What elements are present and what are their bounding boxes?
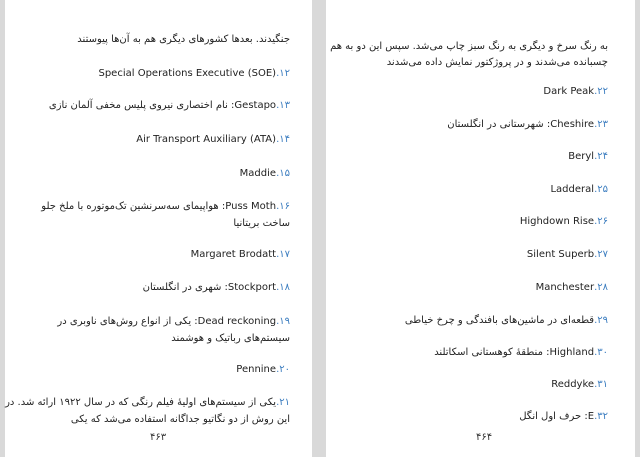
footnote-number: ۱۳. [276,100,290,111]
footnote-number: ۲۶. [594,216,608,227]
footnote-number: ۲۲. [594,86,608,97]
footnote-line: جنگیدند. بعدها کشورهای دیگری هم به آن‌ها پیوستند [77,34,290,45]
footnote-number: ۱۹. [276,316,290,327]
footnote-number: ۲۷. [594,249,608,260]
footnote-line: سیستم‌های رباتیک و هوشمند [171,333,290,344]
footnote-line: این روش از دو نگاتیو جداگانه استفاده می‌شد که یکی [70,414,290,425]
footnote-26: ۲۶.Highdown Rise [519,216,608,227]
footnote-24: ۲۴.Beryl [568,151,608,162]
footnote-25: ۲۵.Ladderal [550,184,608,195]
footnote-number: ۲۰. [276,364,290,375]
footnote-number: ۲۴. [594,151,608,162]
footnote-line: چسبانده می‌شدند و در پروژکتور نمایش داده می‌شدند [386,57,608,68]
footnote-number: ۱۸. [276,282,290,293]
footnote-13: ۱۳.Gestapo: نام اختصاری نیروی پلیس مخفی آلمان نازی [48,100,290,111]
footnote-line: ساخت بریتانیا [233,218,290,229]
footnote-number: ۱۶. [276,201,290,212]
right-page [326,0,635,457]
footnote-23: ۲۳.Cheshire: شهرستانی در انگلستان [447,119,608,130]
footnote-line: به رنگ سرخ و دیگری به رنگ سبز چاپ می‌شد. سپس این دو به هم [330,41,608,52]
footnote-17: ۱۷.Margaret Brodatt [190,249,290,260]
left-page [5,0,312,457]
footnote-20: ۲۰.Pennine [236,364,290,375]
footnote-12: ۱۲.Special Operations Executive (SOE) [98,68,290,79]
footnote-29: ۲۹.قطعه‌ای در ماشین‌های بافندگی و چرخ خیاطی [404,315,608,326]
footnote-32: ۳۲.E: حرف اول انگل [519,411,608,422]
page-number: ۴۶۴ [476,432,493,443]
page-number: ۴۶۳ [150,432,167,443]
footnote-number: ۲۵. [594,184,608,195]
footnote-number: ۲۸. [594,282,608,293]
footnote-number: ۱۴. [276,134,290,145]
footnote-number: ۱۲. [276,68,290,79]
footnote-number: ۱۵. [276,168,290,179]
footnote-27: ۲۷.Silent Superb [526,249,608,260]
footnote-number: ۲۳. [594,119,608,130]
footnote-number: ۱۷. [276,249,290,260]
footnote-16: ۱۶.Puss Moth: هواپیمای سه‌سرنشین تک‌موتوره با ملخ جلو [41,201,290,212]
footnote-number: ۳۰. [594,347,608,358]
footnote-21: ۲۱.یکی از سیستم‌های اولیهٔ فیلم رنگی که در سال ۱۹۲۲ ارائه شد. در [5,397,290,408]
footnote-number: ۳۱. [594,379,608,390]
footnote-19: ۱۹.Dead reckoning: یکی از انواع روش‌های ناوبری در [57,316,290,327]
footnote-30: ۳۰.Highland: منطقهٔ کوهستانی اسکاتلند [434,347,608,358]
footnote-28: ۲۸.Manchester [535,282,608,293]
footnote-number: ۲۱. [276,397,290,408]
footnote-31: ۳۱.Reddyke [551,379,608,390]
footnote-14: ۱۴.Air Transport Auxiliary (ATA) [136,134,290,145]
footnote-18: ۱۸.Stockport: شهری در انگلستان [142,282,290,293]
footnote-15: ۱۵.Maddie [239,168,290,179]
footnote-number: ۳۲. [594,411,608,422]
footnote-22: ۲۲.Dark Peak [543,86,608,97]
footnote-number: ۲۹. [594,315,608,326]
